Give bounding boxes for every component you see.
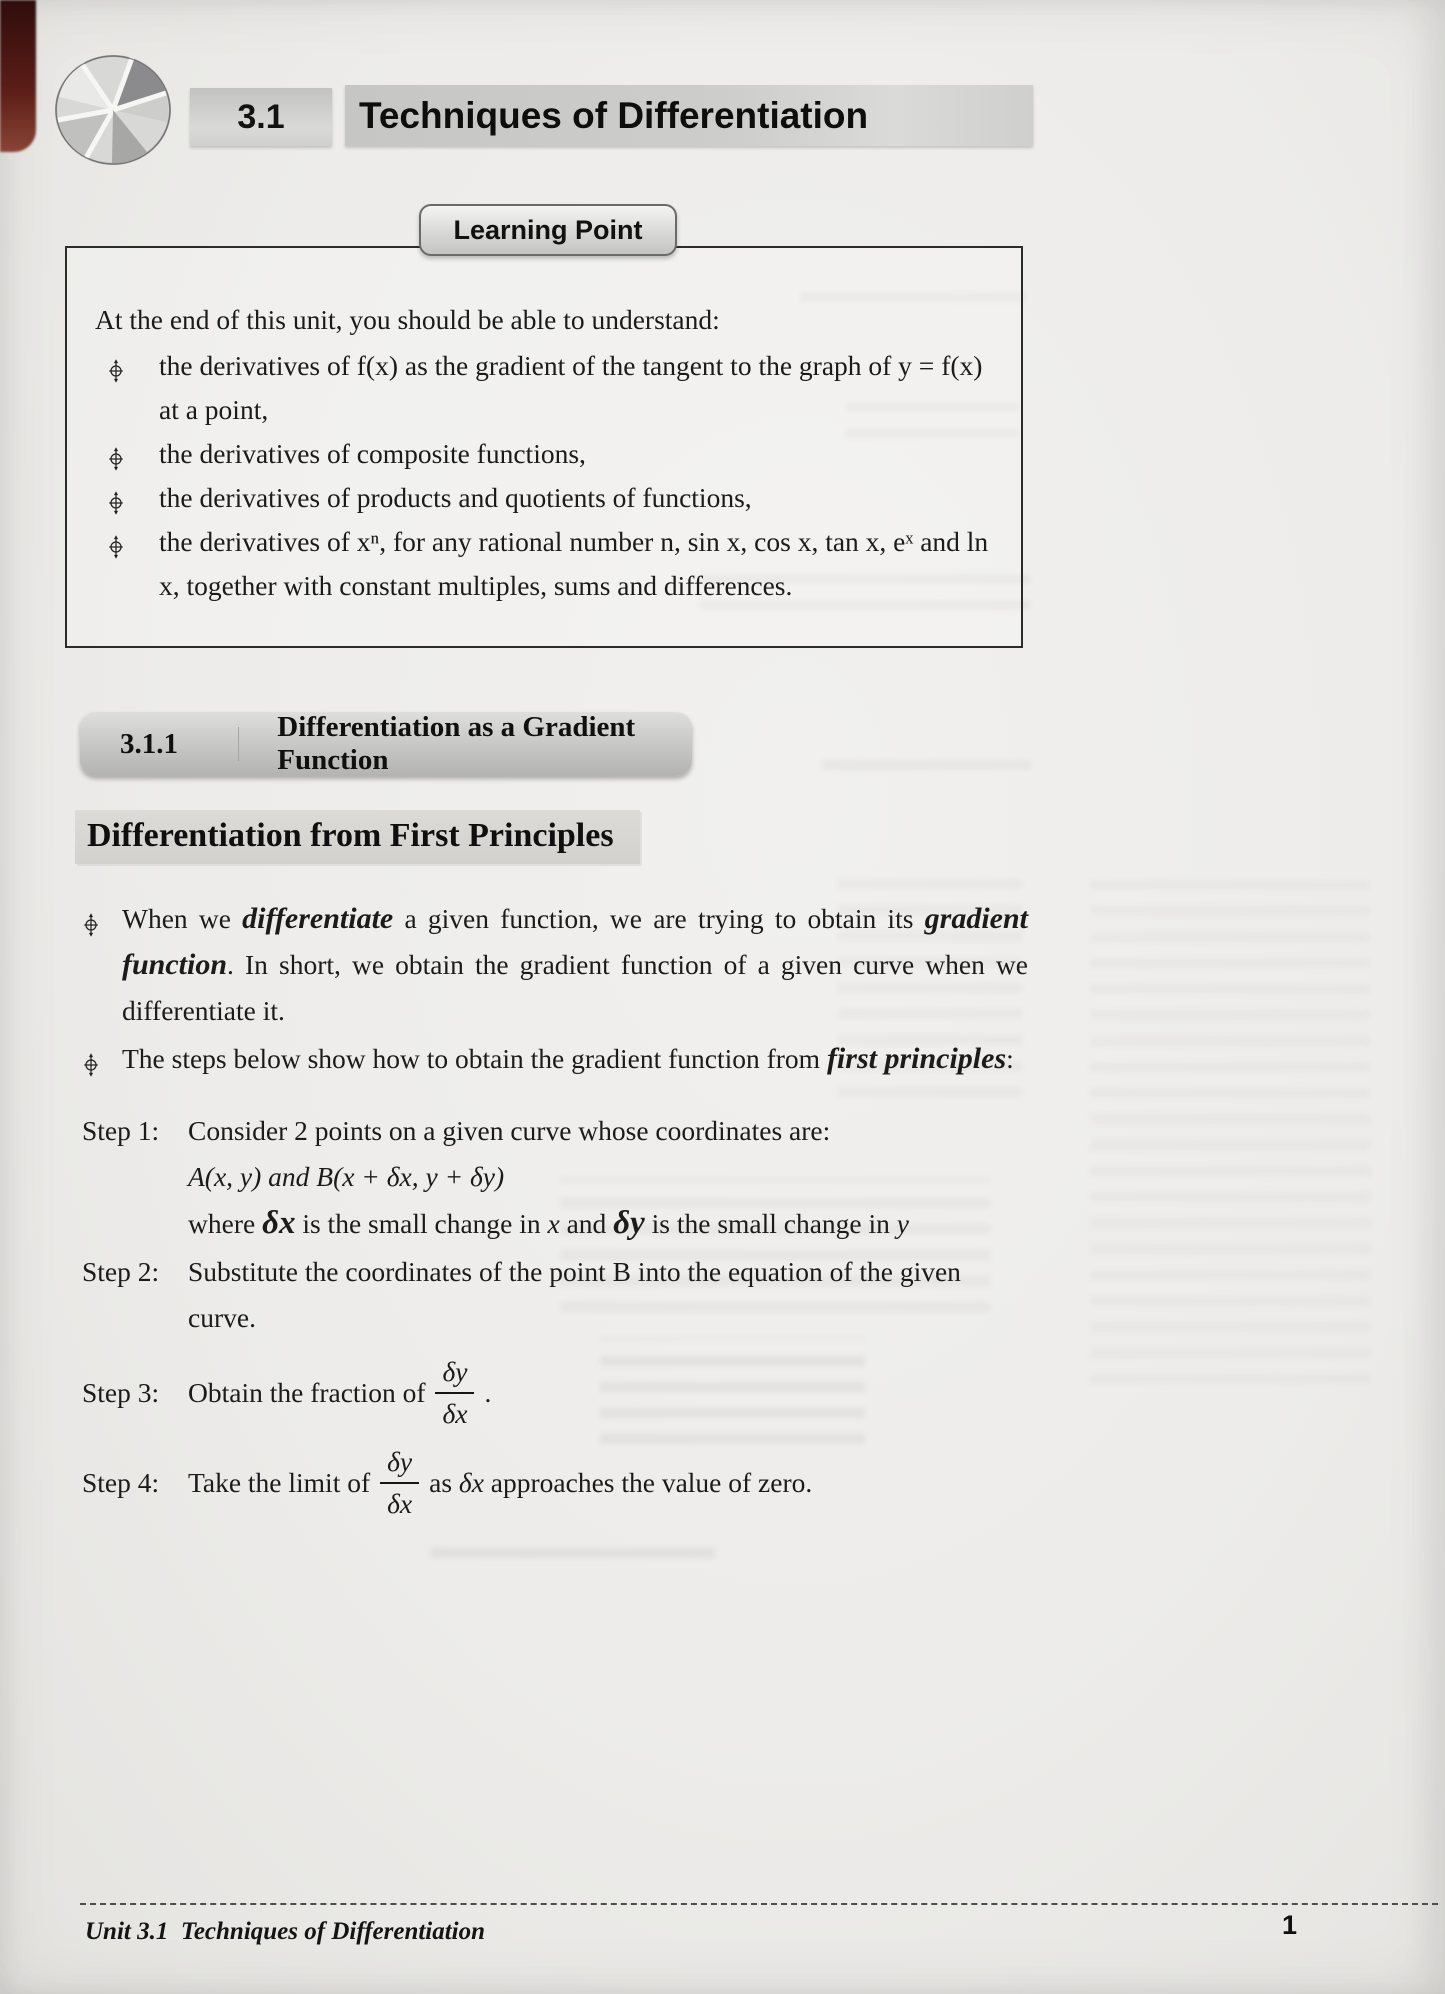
paragraph xyxy=(82,896,1028,1034)
footer-unit-label: Unit 3.1 Techniques of Differentiation xyxy=(85,1918,486,1945)
step-label: Step 2: xyxy=(82,1256,160,1287)
step-line: Consider 2 points on a given curve whose coordinates are: xyxy=(188,1115,831,1146)
step-label: Step 3: xyxy=(82,1377,160,1408)
chapter-title: Techniques of Differentiation xyxy=(359,94,869,136)
step-4 xyxy=(82,1445,1028,1521)
bleed-through-ghost xyxy=(430,1542,715,1574)
subsection-number: 3.1.1 xyxy=(120,727,178,760)
bleed-through-ghost xyxy=(1090,880,1370,1400)
list-item-text: the derivatives of composite functions, xyxy=(159,438,586,469)
step-1 xyxy=(82,1108,1028,1247)
text-run: is the small change in xyxy=(295,1208,548,1239)
paragraph-text xyxy=(122,1043,1014,1074)
subsection-title: Differentiation as a Gradient Function xyxy=(277,711,636,776)
fraction-numerator: δy xyxy=(435,1355,474,1394)
step-text: Obtain the fraction of xyxy=(188,1377,426,1408)
paragraph-text xyxy=(122,903,1028,1026)
step-label: Step 4: xyxy=(82,1467,160,1498)
crosshair-bullet-icon xyxy=(107,353,125,397)
list-item xyxy=(95,432,995,476)
fraction-numerator: δy xyxy=(380,1445,419,1484)
step-2 xyxy=(82,1249,1028,1341)
list-item xyxy=(95,476,995,520)
crosshair-bullet-icon xyxy=(82,1046,100,1092)
step-body xyxy=(188,1108,1028,1247)
text-run: a given function, we are trying to obtain its xyxy=(393,903,925,934)
delta-x-term: δx xyxy=(262,1205,296,1241)
subsection-header-bar xyxy=(80,712,692,776)
learning-point-box xyxy=(65,214,1023,648)
emphasis-term: gradient function xyxy=(122,902,1028,981)
delta-x-term: δx xyxy=(458,1467,484,1498)
fraction-dy-dx xyxy=(435,1355,474,1431)
chapter-header xyxy=(0,0,1445,170)
section-number-box xyxy=(190,88,332,146)
step-text: . xyxy=(484,1377,492,1408)
steps-list xyxy=(82,1108,1028,1521)
list-item xyxy=(95,344,995,432)
delta-y-term: δy xyxy=(613,1205,645,1241)
list-item-text: the derivatives of products and quotients of functions, xyxy=(159,482,752,513)
list-item-text: the derivatives of xⁿ, for any rational number n, sin x, cos x, tan x, eˣ and ln x, together with constant multiples, sums and differences. xyxy=(159,526,989,601)
learning-point-label: Learning Point xyxy=(453,214,643,245)
text-run: : xyxy=(1006,1043,1014,1074)
bleed-through-ghost xyxy=(822,748,1032,786)
step-text xyxy=(429,1460,812,1506)
list-item-text: the derivatives of f(x) as the gradient of the tangent to the graph of y = f(x) at a point, xyxy=(159,350,983,425)
list-item xyxy=(95,520,995,608)
variable: x xyxy=(547,1208,560,1239)
text-run: and xyxy=(559,1208,614,1239)
emphasis-term: first principles xyxy=(826,1042,1007,1075)
step-body: Substitute the coordinates of the point B into the equation of the given curve. xyxy=(188,1256,961,1333)
step-math-line: A(x, y) and B(x + δx, y + δy) xyxy=(188,1161,505,1192)
step-line xyxy=(188,1200,1028,1247)
learning-point-intro: At the end of this unit, you should be able to understand: xyxy=(95,304,720,335)
pie-chart-icon xyxy=(52,52,176,170)
step-3 xyxy=(82,1355,1028,1431)
text-run: where xyxy=(188,1208,263,1239)
text-run: When we xyxy=(122,903,243,934)
fraction-denominator: δx xyxy=(387,1488,413,1519)
fraction-dy-dx xyxy=(380,1445,419,1521)
text-run: approaches the value of zero. xyxy=(483,1467,813,1498)
crosshair-bullet-icon xyxy=(82,906,100,952)
body-text xyxy=(82,896,1028,1521)
fraction-denominator: δx xyxy=(442,1398,468,1429)
text-run: . In short, we obtain the gradient function of a given curve when we differentiate it. xyxy=(122,949,1028,1026)
text-run: as xyxy=(429,1467,459,1498)
chapter-title-bar xyxy=(345,85,1033,146)
section-number: 3.1 xyxy=(237,97,285,136)
variable: y xyxy=(896,1208,909,1239)
footer-dashed-rule xyxy=(80,1903,1438,1905)
text-run: The steps below show how to obtain the gradient function from xyxy=(122,1043,827,1074)
learning-point-content xyxy=(67,248,1021,608)
step-text: Take the limit of xyxy=(188,1467,371,1498)
paragraph xyxy=(82,1036,1028,1082)
emphasis-term: differentiate xyxy=(242,902,394,935)
step-label: Step 1: xyxy=(82,1115,160,1146)
crosshair-bullet-icon xyxy=(107,529,125,573)
topic-subheading: Differentiation from First Principles xyxy=(75,810,640,864)
text-run: is the small change in xyxy=(644,1208,897,1239)
page-number: 1 xyxy=(1282,1910,1298,1940)
divider xyxy=(238,727,240,761)
learning-point-tab xyxy=(419,204,677,256)
